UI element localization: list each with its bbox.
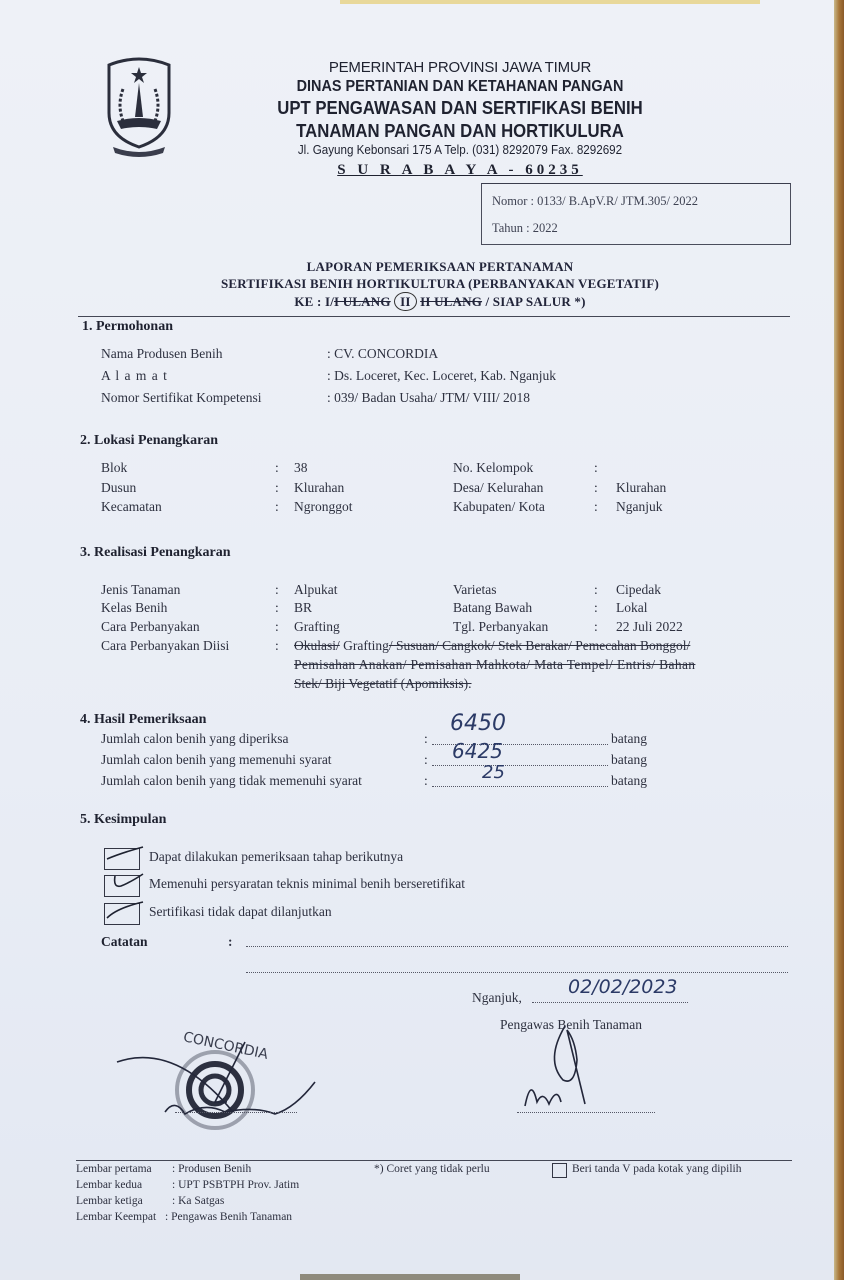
propagation-date-label: Tgl. Perbanyakan: [453, 619, 549, 634]
examined-unit: batang: [611, 731, 647, 746]
regency-label: Kabupaten/ Kota: [453, 499, 545, 514]
copy-2-value: : UPT PSBTPH Prov. Jatim: [172, 1179, 300, 1191]
examined-value: 6450: [450, 711, 506, 736]
reference-box: [481, 183, 791, 245]
plant-type-value: Alpukat: [294, 582, 338, 597]
variety-label: Varietas: [453, 582, 497, 597]
copy-1-label: Lembar pertama: [76, 1163, 152, 1175]
title-divider: [78, 316, 790, 317]
address-value: : Ds. Loceret, Kec. Loceret, Kab. Nganjuk: [327, 368, 557, 383]
seed-class-label: Kelas Benih: [101, 600, 168, 615]
propagation-options-line-1: Okulasi/ Grafting/ Susuan/ Cangkok/ Stek Berakar/ Pemecahan Bonggol/: [294, 638, 691, 653]
strike-mark-icon: [103, 898, 147, 920]
unqualified-value: 25: [482, 762, 505, 783]
footer-divider: [76, 1160, 792, 1161]
paper-edge-right: [834, 0, 844, 1280]
copy-2-label: Lembar kedua: [76, 1179, 143, 1191]
address-label: A l a m a t: [101, 368, 168, 383]
conclusion-checkbox-3[interactable]: [104, 903, 140, 925]
letterhead-address: Jl. Gayung Kebonsari 175 A Telp. (031) 8292079 Fax. 8292692: [297, 143, 623, 157]
paper-edge-bottom: [300, 1274, 520, 1280]
village-value: Klurahan: [616, 480, 667, 495]
inspector-signature: [515, 1020, 625, 1120]
check-instruction: Beri tanda V pada kotak yang dipilih: [572, 1163, 742, 1175]
copy-4-label: Lembar Keempat: [76, 1211, 157, 1223]
strike-mark-icon: [103, 843, 147, 865]
village-label: Desa/ Kelurahan: [453, 480, 544, 495]
block-label: Blok: [101, 460, 128, 475]
propagation-options-line-3: Stek/ Biji Vegetatif (Apomiksis).: [294, 676, 472, 691]
copy-1-value: : Produsen Benih: [172, 1163, 252, 1175]
qualified-value: 6425: [452, 739, 503, 763]
hamlet-label: Dusun: [101, 480, 137, 495]
section-4-heading: 4. Hasil Pemeriksaan: [80, 712, 207, 727]
signing-place: Nganjuk,: [472, 990, 522, 1005]
producer-name-value: : CV. CONCORDIA: [327, 346, 439, 361]
coat-of-arms-icon: [103, 55, 175, 157]
examined-label: Jumlah calon benih yang diperiksa: [101, 731, 289, 746]
round-struck-2: II ULANG: [420, 294, 483, 309]
certificate-number-value: : 039/ Badan Usaha/ JTM/ VIII/ 2018: [327, 390, 530, 405]
conclusion-option-2: Memenuhi persyaratan teknis minimal benih berseretifikat: [149, 876, 466, 891]
conclusion-option-3: Sertifikasi tidak dapat dilanjutkan: [149, 904, 332, 919]
letterhead-agency: DINAS PERTANIAN DAN KETAHANAN PANGAN: [296, 78, 624, 95]
block-value: 38: [294, 460, 308, 475]
signing-date: 02/02/2023: [568, 976, 678, 998]
letterhead-unit: UPT PENGAWASAN DAN SERTIFIKASI BENIH: [277, 98, 643, 118]
reference-number: Nomor : 0133/ B.ApV.R/ JTM.305/ 2022: [492, 194, 699, 208]
conclusion-checkbox-2[interactable]: [104, 875, 140, 897]
conclusion-checkbox-1[interactable]: [104, 848, 140, 870]
letterhead: [220, 58, 700, 181]
variety-value: Cipedak: [616, 582, 661, 597]
propagation-method-value: Grafting: [294, 619, 340, 634]
conclusion-option-1: Dapat dilakukan pemeriksaan tahap berikutnya: [149, 849, 404, 864]
notes-line-1[interactable]: [246, 946, 788, 947]
stamp-text: CONCORDIA: [181, 1029, 270, 1063]
regency-value: Nganjuk: [616, 499, 663, 514]
reference-year: Tahun : 2022: [492, 221, 558, 235]
hamlet-value: Klurahan: [294, 480, 345, 495]
copy-4-value: : Pengawas Benih Tanaman: [165, 1211, 293, 1223]
section-2-heading: 2. Lokasi Penangkaran: [80, 433, 219, 448]
qualified-label: Jumlah calon benih yang memenuhi syarat: [101, 752, 332, 767]
propagation-date-value: 22 Juli 2022: [616, 619, 683, 634]
paper-edge-top: [340, 0, 760, 4]
district-value: Ngronggot: [294, 499, 353, 514]
certificate-number-label: Nomor Sertifikat Kompetensi: [101, 390, 262, 405]
unqualified-label: Jumlah calon benih yang tidak memenuhi syarat: [101, 773, 362, 788]
company-stamp: [115, 1022, 325, 1132]
title-line-2: SERTIFIKASI BENIH HORTIKULTURA (PERBANYAKAN VEGETATIF): [220, 276, 660, 291]
round-struck-1: I ULANG: [334, 294, 391, 309]
notes-label: Catatan: [101, 934, 148, 949]
group-number-label: No. Kelompok: [453, 460, 534, 475]
title-line-1: LAPORAN PEMERIKSAAN PERTANAMAN: [306, 259, 574, 274]
district-label: Kecamatan: [101, 499, 162, 514]
section-3-heading: 3. Realisasi Penangkaran: [80, 545, 231, 560]
copy-3-value: : Ka Satgas: [172, 1195, 225, 1207]
producer-name-label: Nama Produsen Benih: [101, 346, 223, 361]
propagation-options-label: Cara Perbanyakan Diisi: [101, 638, 230, 653]
inspector-role: Pengawas Benih Tanaman: [500, 1017, 643, 1032]
copy-3-label: Lembar ketiga: [76, 1195, 143, 1207]
propagation-method-label: Cara Perbanyakan: [101, 619, 200, 634]
letterhead-unit-sub: TANAMAN PANGAN DAN HORTIKULURA: [296, 121, 624, 141]
strike-instruction: *) Coret yang tidak perlu: [374, 1163, 490, 1175]
propagation-options-line-2: Pemisahan Anakan/ Pemisahan Mahkota/ Mata Tempel/ Entris/ Bahan: [294, 657, 696, 672]
seed-class-value: BR: [294, 600, 313, 615]
propagation-option-selected: Grafting: [343, 638, 389, 653]
unqualified-unit: batang: [611, 773, 647, 788]
qualified-unit: batang: [611, 752, 647, 767]
report-title: [140, 258, 740, 311]
rootstock-label: Batang Bawah: [453, 600, 533, 615]
letterhead-city: S U R A B A Y A - 60235: [337, 162, 583, 178]
plant-type-label: Jenis Tanaman: [101, 582, 181, 597]
round-selected: II: [394, 292, 417, 311]
legend-checkbox-icon: [552, 1163, 567, 1178]
section-5-heading: 5. Kesimpulan: [80, 812, 167, 827]
letterhead-government: PEMERINTAH PROVINSI JAWA TIMUR: [328, 59, 592, 76]
title-inspection-round: KE : I/I ULANG II II ULANG / SIAP SALUR *): [294, 294, 586, 309]
section-1-heading: 1. Permohonan: [82, 319, 173, 334]
check-mark-icon: [103, 870, 147, 892]
notes-line-2[interactable]: [246, 972, 788, 973]
rootstock-value: Lokal: [616, 600, 648, 615]
